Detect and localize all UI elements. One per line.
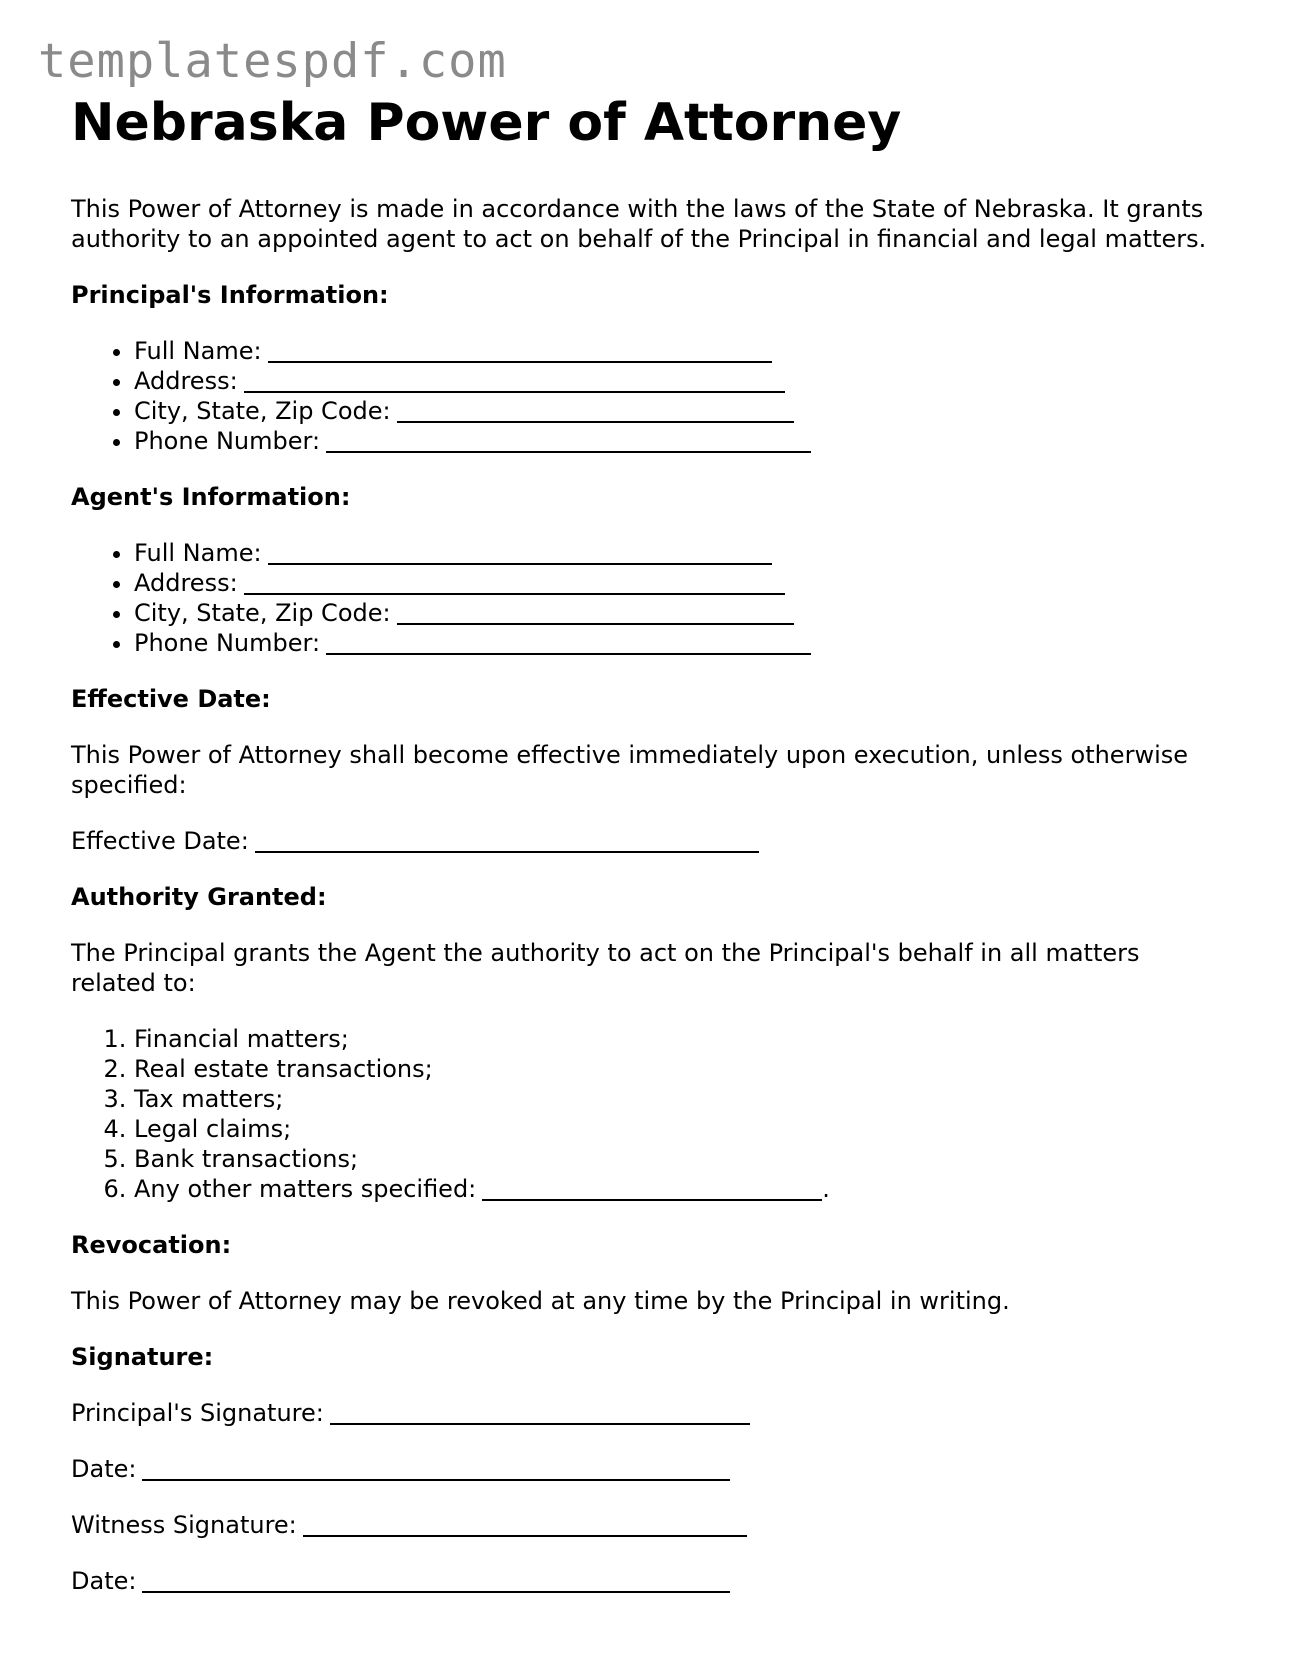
witness-date-blank[interactable] bbox=[142, 1591, 730, 1593]
effective-date-heading: Effective Date: bbox=[71, 685, 271, 713]
principal-date-blank[interactable] bbox=[142, 1479, 730, 1481]
principal-city-state-zip-blank[interactable] bbox=[397, 421, 794, 423]
agent-full-name: • Full Name: bbox=[134, 538, 1221, 568]
signature-heading: Signature: bbox=[71, 1343, 214, 1371]
principal-city-state-zip: • City, State, Zip Code: bbox=[134, 396, 1221, 426]
effective-date-field: Effective Date: bbox=[71, 826, 1221, 856]
principal-full-name-blank[interactable] bbox=[268, 361, 772, 363]
principal-heading: Principal's Information: bbox=[71, 281, 389, 309]
authority-heading: Authority Granted: bbox=[71, 883, 327, 911]
effective-date-blank[interactable] bbox=[255, 851, 759, 853]
authority-item: 3. Tax matters; bbox=[134, 1084, 1221, 1114]
authority-item-other: 6. Any other matters specified: . bbox=[134, 1174, 1221, 1204]
authority-item: 1. Financial matters; bbox=[134, 1024, 1221, 1054]
other-matters-blank[interactable] bbox=[482, 1199, 822, 1201]
authority-text: The Principal grants the Agent the authority to act on the Principal's behalf in all matters related to: bbox=[71, 939, 1140, 997]
witness-signature-field: Witness Signature: bbox=[71, 1510, 1221, 1540]
agent-city-state-zip-blank[interactable] bbox=[397, 623, 794, 625]
witness-signature-blank[interactable] bbox=[303, 1535, 747, 1537]
revocation-heading: Revocation: bbox=[71, 1231, 232, 1259]
principal-fields bbox=[71, 336, 1221, 456]
agent-address-blank[interactable] bbox=[244, 593, 785, 595]
principal-signature-field: Principal's Signature: bbox=[71, 1398, 1221, 1428]
authority-item: 2. Real estate transactions; bbox=[134, 1054, 1221, 1084]
witness-date-field: Date: bbox=[71, 1566, 1221, 1596]
agent-fields bbox=[71, 538, 1221, 658]
principal-signature-blank[interactable] bbox=[330, 1423, 750, 1425]
authority-list bbox=[71, 1024, 1221, 1204]
watermark: templatespdf.com bbox=[38, 34, 507, 89]
intro-paragraph: This Power of Attorney is made in accordance with the laws of the State of Nebraska. It grants authority to an appointed agent to act on behalf of the Principal in financial and legal matters. bbox=[71, 195, 1207, 253]
principal-phone: • Phone Number: bbox=[134, 426, 1221, 456]
revocation-text: This Power of Attorney may be revoked at any time by the Principal in writing. bbox=[71, 1287, 1010, 1315]
authority-item: 5. Bank transactions; bbox=[134, 1144, 1221, 1174]
agent-full-name-blank[interactable] bbox=[268, 563, 772, 565]
document-title: Nebraska Power of Attorney bbox=[71, 93, 902, 153]
principal-address-blank[interactable] bbox=[244, 391, 785, 393]
document-body bbox=[71, 88, 1221, 1596]
agent-heading: Agent's Information: bbox=[71, 483, 351, 511]
effective-date-text: This Power of Attorney shall become effective immediately upon execution, unless otherwise specified: bbox=[71, 741, 1189, 799]
principal-full-name: • Full Name: bbox=[134, 336, 1221, 366]
principal-address: • Address: bbox=[134, 366, 1221, 396]
authority-item: 4. Legal claims; bbox=[134, 1114, 1221, 1144]
agent-phone-blank[interactable] bbox=[326, 653, 811, 655]
agent-phone: • Phone Number: bbox=[134, 628, 1221, 658]
agent-address: • Address: bbox=[134, 568, 1221, 598]
principal-phone-blank[interactable] bbox=[326, 451, 811, 453]
agent-city-state-zip: • City, State, Zip Code: bbox=[134, 598, 1221, 628]
principal-date-field: Date: bbox=[71, 1454, 1221, 1484]
